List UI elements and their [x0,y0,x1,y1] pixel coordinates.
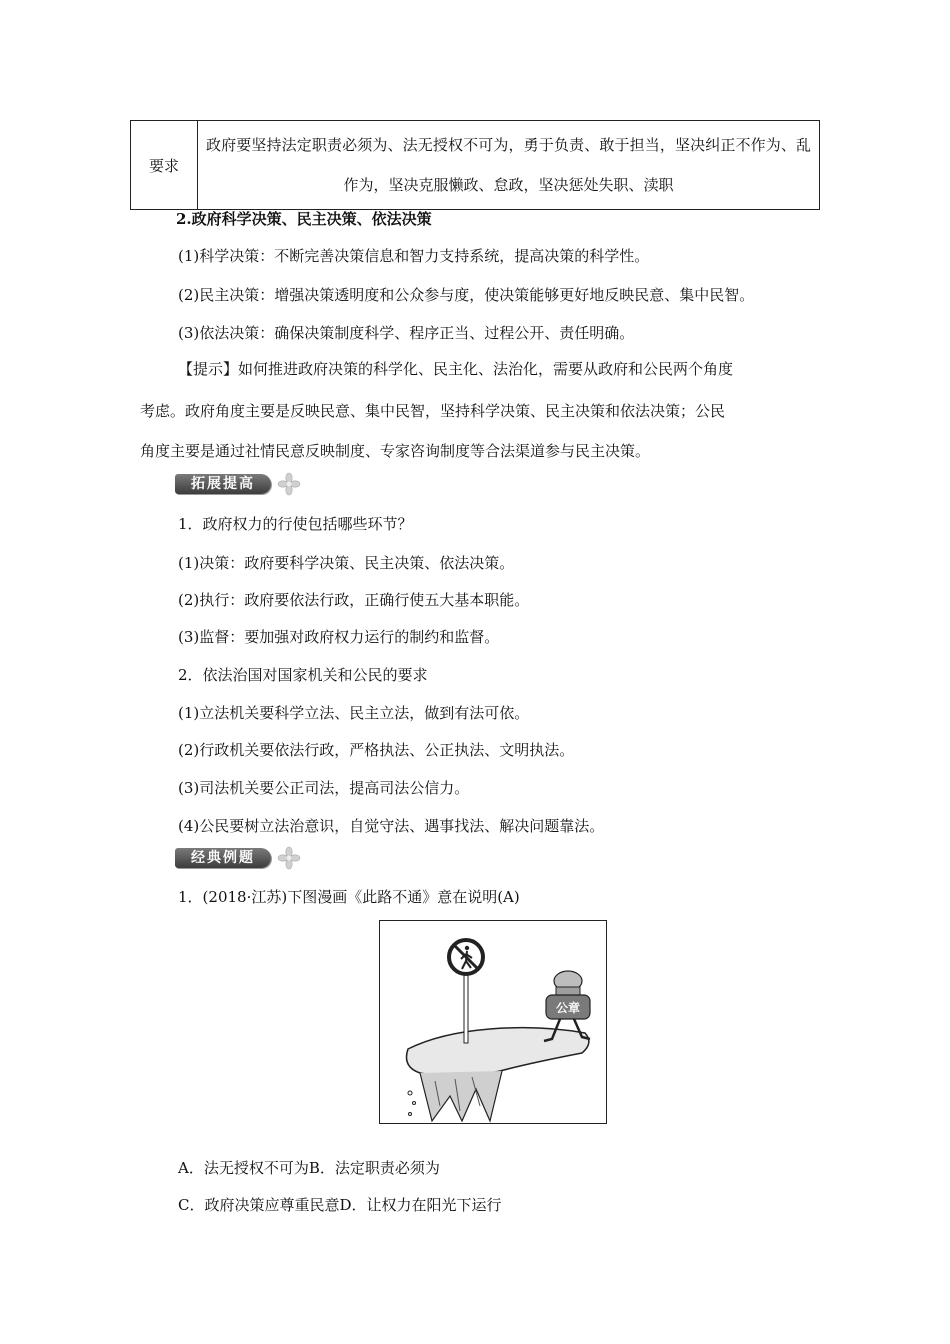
table-row [131,121,820,210]
list-item: (1)立法机关要科学立法、民主立法，做到有法可依。 [178,704,530,722]
table-key-cell: 要求 [131,121,198,210]
flower-icon [276,472,302,496]
list-item: (2)民主决策：增强决策透明度和公众参与度，使决策能够更好地反映民意、集中民智。 [178,286,755,304]
list-item: (3)司法机关要公正司法，提高司法公信力。 [178,779,470,797]
section-title: 2.政府科学决策、民主决策、依法决策 [176,210,432,228]
tip-line: 角度主要是通过社情民意反映制度、专家咨询制度等合法渠道参与民主决策。 [140,442,651,460]
table-value-cell: 政府要坚持法定职责必须为、法无授权不可为，勇于负责、敢于担当，坚决纠正不作为、乱作为，坚决克服懒政、怠政，坚决惩处失职、渎职 [198,121,820,210]
list-item: (3)依法决策：确保决策制度科学、程序正当、过程公开、责任明确。 [178,324,635,342]
tip-line: 【提示】如何推进政府决策的科学化、民主化、法治化，需要从政府和公民两个角度 [178,360,734,378]
cartoon-drawing [380,921,606,1123]
option-line: A．法无授权不可为B．法定职责必须为 [178,1159,440,1177]
list-item: (4)公民要树立法治意识，自觉守法、遇事找法、解决问题靠法。 [178,817,605,835]
flower-icon [276,846,302,870]
example-question: 1．(2018·江苏)下图漫画《此路不通》意在说明(A) [178,888,520,906]
section-badge-example: 经典例题 [175,848,271,868]
option-line: C．政府决策应尊重民意D．让权力在阳光下运行 [178,1196,502,1214]
question: 1．政府权力的行使包括哪些环节？ [178,515,413,533]
question: 2．依法治国对国家机关和公民的要求 [178,666,428,684]
stamp-label: 公章 [555,1001,581,1015]
list-item: (2)行政机关要依法行政，严格执法、公正执法、文明执法。 [178,741,575,759]
list-item: (1)决策：政府要科学决策、民主决策、依法决策。 [178,554,515,572]
tip-line: 考虑。政府角度主要是反映民意、集中民智，坚持科学决策、民主决策和依法决策；公民 [140,402,726,420]
list-item: (3)监督：要加强对政府权力运行的制约和监督。 [178,628,500,646]
requirement-table [130,120,820,210]
section-badge-extension: 拓展提高 [175,474,271,494]
list-item: (1)科学决策：不断完善决策信息和智力支持系统，提高决策的科学性。 [178,247,650,265]
list-item: (2)执行：政府要依法行政，正确行使五大基本职能。 [178,591,530,609]
cartoon-image [379,920,607,1124]
